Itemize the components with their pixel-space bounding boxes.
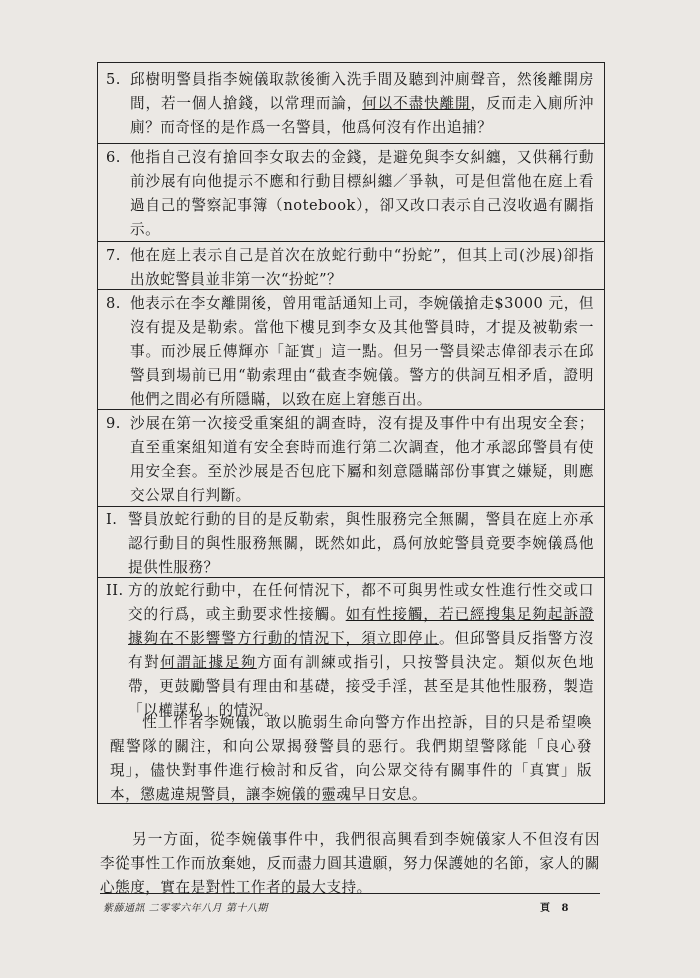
divider [98, 577, 604, 578]
item-number: I. [106, 511, 118, 528]
item-text-part: 。但邱警員反指警方沒有對 [128, 630, 594, 671]
footer-publication: 紫藤通訊 二零零六年八月 第十八期 [103, 903, 268, 914]
item-text-part: 邱樹明警員指李婉儀取款後衝入洗手間及聽到沖廁聲音，然後離開房間，若一個人搶錢，以常理而論， [130, 71, 594, 112]
item-text-part: 方的放蛇行動中，在任何情況下，都不可與男性或女性進行性交或口交的行爲，或主動要求性接觸。 [128, 582, 594, 623]
item-text-part: 方面有訓練或指引，只按警員決定。類似灰色地帶，更鼓勵警員有理由和基礎，接受手淫，甚至是其他性服務，製造「以權謀私」的情況。 [128, 654, 594, 719]
divider [98, 409, 604, 410]
item-text: 他表示在李女離開後，曾用電話通知上司，李婉儀搶走$3000 元，但沒有提及是勒索。當他下樓見到李女及其他警員時，才提及被勒索一事。而沙展丘傳輝亦「証實」這一點。但另一警員梁志偉卻表示在邱警員到場前已用“勒索理由“截查李婉儀。警方的供詞互相矛盾，證明他們之間必有所隱瞞，以致在庭上窘態百出。 [130, 295, 594, 408]
item-number: 5. [106, 71, 121, 88]
list-item-6 [106, 146, 594, 242]
divider [98, 143, 604, 144]
item-text: 他指自己沒有搶回李女取去的金錢，是避免與李女糾纏，又供稱行動前沙展有向他提示不應和行動目標糾纏／爭執，可是但當他在庭上看過自己的警察記事簿（notebook），卻又改口表示自己沒收過有關指示。 [130, 149, 594, 238]
item-number: 7. [106, 247, 121, 264]
underlined-phrase: 何謂証據足夠 [160, 654, 257, 671]
item-number: 6. [106, 149, 121, 166]
list-item-5 [106, 68, 594, 140]
item-text: 他在庭上表示自己是首次在放蛇行動中“扮蛇”，但其上司(沙展)卻指出放蛇警員並非第一次“扮蛇”？ [130, 247, 594, 288]
item-number: 8. [106, 295, 121, 312]
list-item-roman-2 [106, 579, 594, 723]
item-text: 警員放蛇行動的目的是反勒索，與性服務完全無關，警員在庭上亦承認行動目的與性服務無關，既然如此，爲何放蛇警員竟要李婉儀爲他提供性服務？ [128, 511, 594, 576]
item-text [130, 68, 594, 140]
page-number: 頁 8 [540, 903, 573, 914]
list-item-8 [106, 292, 594, 412]
item-text-part: ，反而走入廁所沖廁？而奇怪的是作爲一名警員，他爲何沒有作出追捕？ [130, 95, 594, 136]
list-item-7 [106, 244, 594, 292]
divider [98, 289, 604, 290]
item-text: 沙展在第一次接受重案組的調查時，沒有提及事件中有出現安全套；直至重案組知道有安全套時而進行第二次調查，他才承認邱警員有使用安全套。至於沙展是否包庇下屬和刻意隱瞞部份事實之嫌疑，則應交公眾自行判斷。 [130, 415, 594, 504]
footer-rule [100, 893, 600, 894]
concluding-paragraph: 另一方面，從李婉儀事件中，我們很高興看到李婉儀家人不但沒有因李從事性工作而放棄她，反而盡力圓其遺願，努力保護她的名節，家人的關心態度，實在是對性工作者的最大支持。 [100, 831, 600, 896]
divider [98, 506, 604, 507]
divider [98, 241, 604, 242]
item-text [128, 579, 594, 723]
underlined-phrase: 如有性接觸，若已經搜集足夠起訴證據夠在不影響警方行動的情況下，須立即停止 [128, 606, 594, 647]
list-item-9 [106, 412, 594, 508]
item-number: II. [106, 582, 124, 599]
list-item-roman-1 [106, 508, 594, 580]
underlined-phrase: 何以不盡快離開 [362, 95, 471, 112]
item-number: 9. [106, 415, 121, 432]
closing-paragraph: 性工作者李婉儀，敢以脆弱生命向警方作出控訴，目的只是希望喚醒警隊的關注，和向公眾揭發警員的惡行。我們期望警隊能「良心發現」，儘快對事件進行檢討和反省，向公眾交待有關事件的「真實」版本，懲處違規警員，讓李婉儀的靈魂早日安息。 [110, 714, 592, 803]
bordered-statement-box [97, 62, 605, 804]
